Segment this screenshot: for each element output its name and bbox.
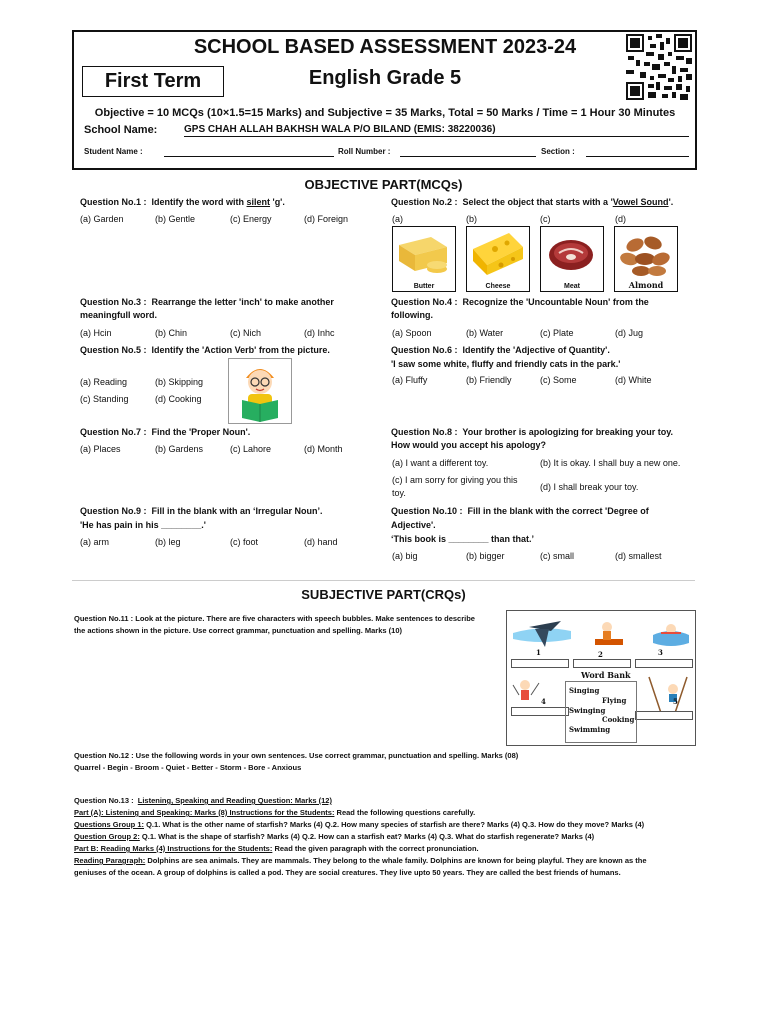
answer-box-5[interactable] bbox=[635, 711, 693, 720]
q4-option-c[interactable]: (c) Plate bbox=[540, 328, 574, 338]
school-name-label: School Name: bbox=[84, 124, 158, 136]
q13-part-a: Part (A): Listening and Speaking: Marks (8) Instructions for the Students: Read the following questions carefully. bbox=[74, 808, 476, 817]
q8-option-d[interactable]: (d) I shall break your toy. bbox=[540, 482, 639, 492]
meat-label: Meat bbox=[564, 283, 580, 290]
answer-box-3[interactable] bbox=[635, 659, 693, 668]
section-field[interactable] bbox=[586, 156, 689, 157]
question-6-sentence: 'I saw some white, fluffy and friendly cats in the park.' bbox=[391, 359, 621, 369]
q8-option-a[interactable]: (a) I want a different toy. bbox=[392, 458, 489, 468]
q13-part-b: Part B: Reading Marks (4) Instructions for the Students: Read the given paragraph with the correct pronunciation. bbox=[74, 844, 479, 853]
q9-option-d[interactable]: (d) hand bbox=[304, 537, 338, 547]
question-2: Question No.2 : Select the object that starts with a 'Vowel Sound'. bbox=[391, 197, 674, 207]
question-12-words: Quarrel - Begin - Broom - Quiet - Better - Storm - Bore - Anxious bbox=[74, 763, 302, 772]
section-label: Section : bbox=[541, 147, 575, 156]
q10-option-c[interactable]: (c) small bbox=[540, 551, 574, 561]
word-cooking: Cooking bbox=[602, 715, 635, 724]
q9-option-b[interactable]: (b) leg bbox=[155, 537, 181, 547]
q7-option-a[interactable]: (a) Places bbox=[80, 444, 121, 454]
answer-box-1[interactable] bbox=[511, 659, 569, 668]
picture-number-1: 1 bbox=[536, 648, 541, 657]
picture-number-3: 3 bbox=[658, 648, 663, 657]
q13-reading-paragraph: Reading Paragraph: Dolphins are sea animals. They are mammals. They belong to the whale family. Dolphins are known for being playful. They are known as the bbox=[74, 856, 647, 865]
q1-option-c[interactable]: (c) Energy bbox=[230, 214, 272, 224]
q1-option-d[interactable]: (d) Foreign bbox=[304, 214, 349, 224]
subjective-part-title: SUBJECTIVE PART(CRQs) bbox=[301, 587, 466, 602]
q4-option-a[interactable]: (a) Spoon bbox=[392, 328, 432, 338]
q6-option-b[interactable]: (b) Friendly bbox=[466, 375, 512, 385]
section-divider bbox=[72, 580, 695, 581]
student-name-field[interactable] bbox=[164, 156, 334, 157]
objective-part-title: OBJECTIVE PART(MCQs) bbox=[304, 177, 463, 192]
picture-number-5: 5 bbox=[673, 697, 678, 706]
q10-option-b[interactable]: (b) bigger bbox=[466, 551, 505, 561]
question-7: Question No.7 : Find the 'Proper Noun'. bbox=[80, 427, 251, 437]
butter-icon bbox=[393, 227, 454, 279]
q7-option-c[interactable]: (c) Lahore bbox=[230, 444, 272, 454]
q2-option-b[interactable]: (b) bbox=[466, 214, 477, 224]
q8-option-b[interactable]: (b) It is okay. I shall buy a new one. bbox=[540, 458, 681, 468]
q5-option-c[interactable]: (c) Standing bbox=[80, 394, 129, 404]
q7-option-b[interactable]: (b) Gardens bbox=[155, 444, 204, 454]
question-8-line2: How would you accept his apology? bbox=[391, 440, 547, 450]
question-13: Question No.13 : Listening, Speaking and Reading Question: Marks (12) bbox=[74, 796, 332, 805]
cheese-picture[interactable] bbox=[466, 226, 530, 292]
term-label: First Term bbox=[82, 66, 224, 97]
almond-icon bbox=[615, 227, 676, 279]
q8-option-c[interactable]: (c) I am sorry for giving you this toy. bbox=[392, 475, 518, 498]
q13-reading-paragraph-line2: geniuses of the ocean. A group of dolphins is called a pod. They are social creatures. They live upto 50 years. They are called the best friends of humans. bbox=[74, 868, 621, 877]
almond-label: Almond bbox=[628, 280, 664, 290]
reading-boy-picture bbox=[228, 358, 292, 424]
q3-option-c[interactable]: (c) Nich bbox=[230, 328, 261, 338]
q2-option-c[interactable]: (c) bbox=[540, 214, 551, 224]
question-11-line2: the actions shown in the picture. Use correct grammar, punctuation and spelling. Marks (10) bbox=[74, 626, 402, 635]
question-3-line2: meaningfull word. bbox=[80, 310, 158, 320]
question-4-line2: following. bbox=[391, 310, 433, 320]
meat-picture[interactable] bbox=[540, 226, 604, 292]
word-singing: Singing bbox=[569, 686, 600, 695]
q6-option-d[interactable]: (d) White bbox=[615, 375, 652, 385]
butter-picture[interactable] bbox=[392, 226, 456, 292]
question-3: Question No.3 : Rearrange the letter 'inch' to make another bbox=[80, 297, 334, 307]
qr-code-icon bbox=[626, 34, 692, 100]
question-6: Question No.6 : Identify the 'Adjective of Quantity'. bbox=[391, 345, 610, 355]
q2-option-d[interactable]: (d) bbox=[615, 214, 626, 224]
question-4: Question No.4 : Recognize the 'Uncountable Noun' from the bbox=[391, 297, 649, 307]
butter-label: Butter bbox=[413, 283, 435, 290]
answer-box-2[interactable] bbox=[573, 659, 631, 668]
roll-number-field[interactable] bbox=[400, 156, 536, 157]
q2-option-a[interactable]: (a) bbox=[392, 214, 403, 224]
grade-title: English Grade 5 bbox=[308, 67, 462, 89]
school-name-value: GPS CHAH ALLAH BAKHSH WALA P/O BILAND (EMIS: 38220036) bbox=[184, 124, 689, 137]
question-5: Question No.5 : Identify the 'Action Verb' from the picture. bbox=[80, 345, 330, 355]
question-8: Question No.8 : Your brother is apologizing for breaking your toy. bbox=[391, 427, 674, 437]
word-swinging: Swinging bbox=[569, 706, 606, 715]
roll-number-label: Roll Number : bbox=[338, 147, 391, 156]
q4-option-d[interactable]: (d) Jug bbox=[615, 328, 644, 338]
question-10-line2: Adjective'. bbox=[391, 520, 436, 530]
word-swimming: Swimming bbox=[569, 725, 611, 734]
meat-icon bbox=[541, 227, 602, 279]
q4-option-b[interactable]: (b) Water bbox=[466, 328, 504, 338]
q13-questions-group-1: Questions Group 1: Q.1. What is the other name of starfish? Marks (4) Q.2. How many species of starfish are there? Marks (4) Q.3. How do they move? Marks (4) bbox=[74, 820, 645, 829]
question-10: Question No.10 : Fill in the blank with the correct 'Degree of bbox=[391, 506, 649, 516]
q5-option-d[interactable]: (d) Cooking bbox=[155, 394, 202, 404]
word-flying: Flying bbox=[602, 696, 627, 705]
q5-option-b[interactable]: (b) Skipping bbox=[155, 377, 204, 387]
question-11: Question No.11 : Look at the picture. There are five characters with speech bubbles. Make sentences to describe bbox=[74, 614, 475, 623]
q10-option-d[interactable]: (d) smallest bbox=[615, 551, 662, 561]
q5-option-a[interactable]: (a) Reading bbox=[80, 377, 128, 387]
question-9-sentence: 'He has pain in his ________.' bbox=[80, 520, 206, 530]
q7-option-d[interactable]: (d) Month bbox=[304, 444, 343, 454]
almond-picture[interactable] bbox=[614, 226, 678, 292]
question-12: Question No.12 : Use the following words in your own sentences. Use correct grammar, punctuation and spelling. Marks (08) bbox=[74, 751, 519, 760]
question-9: Question No.9 : Fill in the blank with an ‘Irregular Noun’. bbox=[80, 506, 323, 516]
assessment-title: SCHOOL BASED ASSESSMENT 2023-24 bbox=[193, 36, 577, 58]
student-name-label: Student Name : bbox=[84, 147, 143, 156]
q3-option-a[interactable]: (a) Hcin bbox=[80, 328, 112, 338]
picture-number-2: 2 bbox=[598, 650, 603, 659]
q6-option-c[interactable]: (c) Some bbox=[540, 375, 577, 385]
q13-question-group-2: Question Group 2: Q.1. What is the shape of starfish? Marks (4) Q.2. How can a starfish eat? Marks (4) Q.3. What do starfish regenerate? Marks (4) bbox=[74, 832, 595, 841]
question-11-picture-panel bbox=[506, 610, 696, 746]
picture-number-4: 4 bbox=[541, 697, 546, 706]
word-bank-title: Word Bank bbox=[581, 670, 631, 680]
q6-option-a[interactable]: (a) Fluffy bbox=[392, 375, 428, 385]
q1-option-b[interactable]: (b) Gentle bbox=[155, 214, 196, 224]
q3-option-b[interactable]: (b) Chin bbox=[155, 328, 188, 338]
marks-summary: Objective = 10 MCQs (10×1.5=15 Marks) and Subjective = 35 Marks, Total = 50 Marks / Time = 1 Hour 30 Minutes bbox=[94, 107, 676, 119]
q9-option-a[interactable]: (a) arm bbox=[80, 537, 109, 547]
q1-option-a[interactable]: (a) Garden bbox=[80, 214, 124, 224]
word-bank-box bbox=[565, 681, 637, 743]
q10-option-a[interactable]: (a) big bbox=[392, 551, 418, 561]
cheese-icon bbox=[467, 227, 528, 279]
question-1: Question No.1 : Identify the word with silent 'g'. bbox=[80, 197, 285, 207]
q3-option-d[interactable]: (d) Inhc bbox=[304, 328, 335, 338]
q9-option-c[interactable]: (c) foot bbox=[230, 537, 259, 547]
cheese-label: Cheese bbox=[485, 283, 511, 290]
question-10-sentence: ‘This book is ________ than that.’ bbox=[391, 534, 535, 544]
answer-box-4[interactable] bbox=[511, 707, 569, 716]
